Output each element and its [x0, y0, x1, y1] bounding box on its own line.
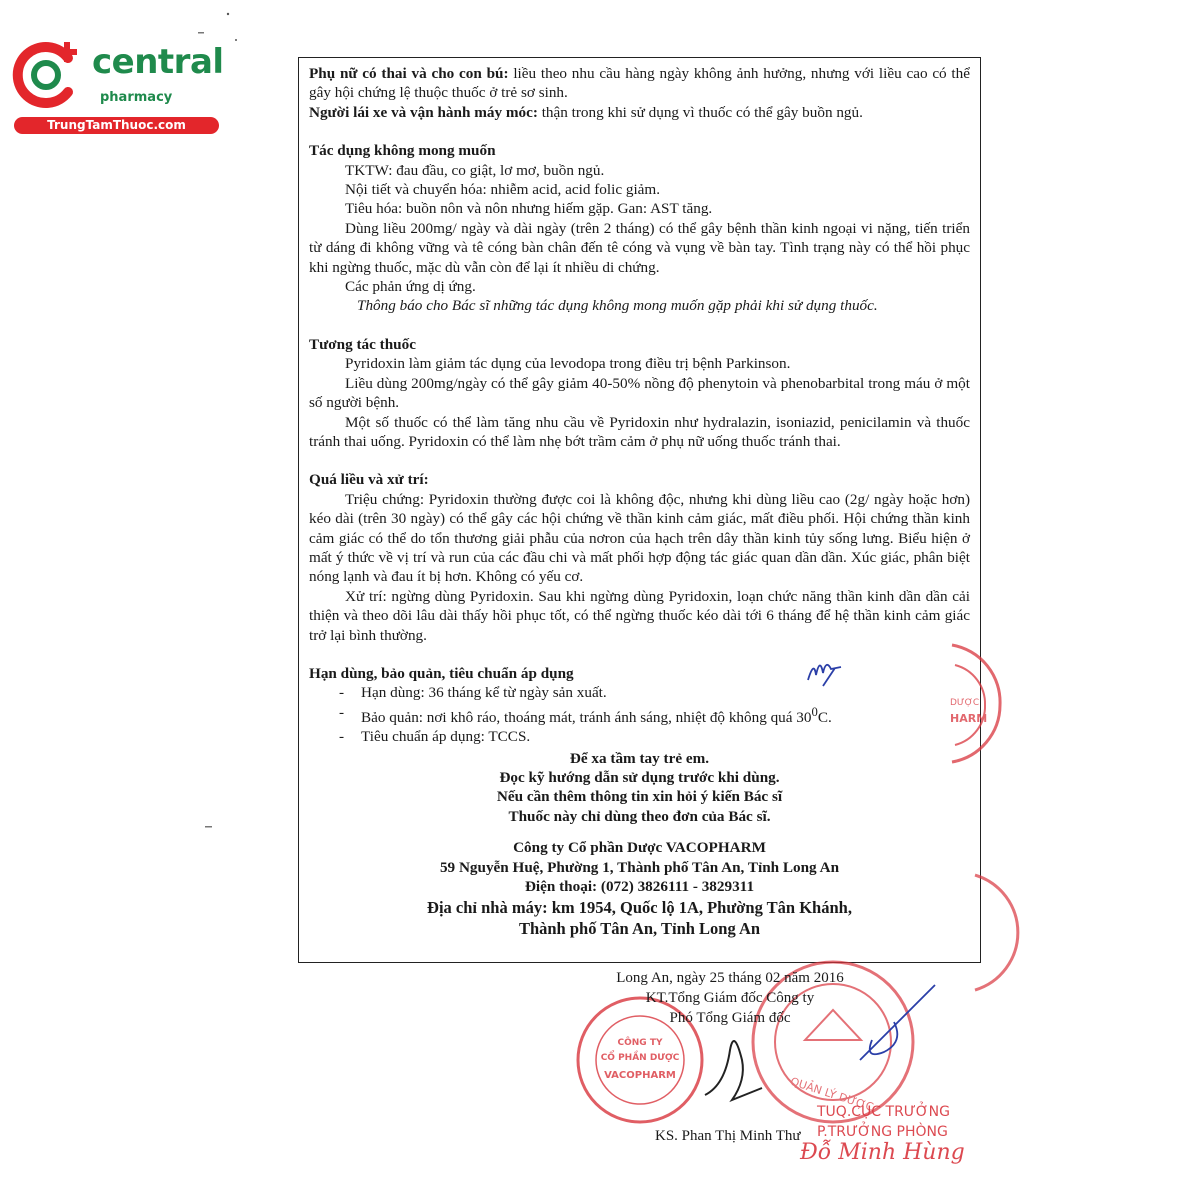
degree-sup: 0 — [811, 704, 818, 719]
overdose-heading: Quá liều và xử trí: — [309, 471, 429, 489]
adverse-heading: Tác dụng không mong muốn — [309, 142, 496, 160]
interaction-levodopa: Pyridoxin làm giảm tác dụng của levodopa trong điều trị bệnh Parkinson. — [345, 355, 791, 373]
director-signature — [705, 1041, 762, 1100]
signoff-title-1: KT.Tổng Giám đốc Công ty — [645, 990, 815, 1006]
svg-text:VACOPHARM: VACOPHARM — [604, 1070, 676, 1081]
interaction-phenytoin: Liều dùng 200mg/ngày có thể gây giảm 40-50% nồng độ phenytoin và phenobarbital trong máu ở một số người bệnh. — [309, 374, 970, 412]
warning-read: Đọc kỹ hướng dẫn sử dụng trước khi dùng. — [499, 769, 780, 787]
warning-prescription: Thuốc này chỉ dùng theo đơn của Bác sĩ. — [508, 807, 771, 825]
logo-wordmark: central — [92, 42, 224, 82]
company-name: Công ty Cổ phần Dược VACOPHARM — [513, 839, 766, 857]
company-address: 59 Nguyễn Huệ, Phường 1, Thành phố Tân An, Tỉnh Long An — [439, 858, 840, 876]
overdose-symptoms: Triệu chứng: Pyridoxin thường được coi là không độc, nhưng khi dùng liều cao (2g/ ngày hoặc hơn) kéo dài (trên 30 ngày) có thể gây các hội chứng về thần kinh cảm giác, mất điều phối. Hội chứng thần kinh cảm giác có thể do tổn thương giải phẫu của nơron của hạch trên dây thần kinh tủy sống lưng. Biểu hiện ở mất ý thức về vị trí và run của các đầu chi và mất phối hợp động tác giác quan dần dần. Xúc giác, phân biệt nóng lạnh và đau ít bị hơn. Không có yếu cơ. — [309, 490, 970, 586]
driving-text: thận trong khi sử dụng vì thuốc có thể gây buồn ngủ. — [537, 103, 863, 121]
adverse-cns: TKTW: đau đầu, co giật, lơ mơ, buồn ngủ. — [345, 161, 605, 179]
factory-address-1: Địa chỉ nhà máy: km 1954, Quốc lộ 1A, Phường Tân Khánh, — [427, 897, 852, 917]
pregnancy-label: Phụ nữ có thai và cho con bú: — [309, 65, 509, 82]
svg-text:CÔNG TY: CÔNG TY — [617, 1038, 663, 1048]
approval-stamp-text — [817, 1102, 950, 1142]
adverse-neuropathy: Dùng liều 200mg/ ngày và dài ngày (trên 2 tháng) có thể gây bệnh thần kinh ngoại vi nặng, tiến triển từ dáng đi không vững và tê cóng bàn chân đến tê cóng và vụng về bàn tay. Tình trạng này có thể hồi phục khi ngừng thuốc, mặc dù vẫn còn để lại ít nhiều di chứng. — [309, 219, 970, 276]
logo-c-cross-icon — [10, 38, 90, 110]
signoff-title-2: Phó Tổng Giám đốc — [669, 1010, 791, 1026]
interaction-heading: Tương tác thuốc — [309, 335, 416, 353]
adverse-digestive: Tiêu hóa: buồn nôn và nôn nhưng hiếm gặp. Gan: AST tăng. — [345, 200, 713, 218]
approval-stamp-line-1: TUQ.CỤC TRƯỞNG — [817, 1104, 950, 1120]
storage-conditions — [339, 703, 970, 727]
overdose-treatment: Xử trí: ngừng dùng Pyridoxin. Sau khi ngừng dùng Pyridoxin, loạn chức năng thần kinh dần dần cải thiện và theo dõi lâu dài thấy hồi phục tốt, có thể ngừng thuốc kéo dài tới 6 tháng để hệ thần kinh cảm giác trở lại bình thường. — [309, 587, 970, 644]
storage-shelf-life: - Hạn dùng: 36 tháng kể từ ngày sản xuất. — [339, 683, 970, 702]
approval-stamp-signature: Đỗ Minh Hùng — [800, 1140, 965, 1165]
signoff-block — [560, 968, 900, 1028]
logo-subtitle: pharmacy — [100, 90, 173, 105]
central-pharmacy-logo[interactable] — [10, 38, 224, 138]
warning-children: Để xa tầm tay trẻ em. — [569, 749, 710, 767]
driving-label: Người lái xe và vận hành máy móc: — [309, 103, 538, 121]
company-phone: Điện thoại: (072) 3826111 - 3829311 — [524, 878, 755, 896]
storage-conditions-text: Bảo quản: nơi khô ráo, thoáng mát, tránh ánh sáng, nhiệt độ không quá 30 — [361, 708, 812, 726]
svg-text:CỔ PHẦN DƯỢC: CỔ PHẦN DƯỢC — [600, 1053, 680, 1063]
signer-name: KS. Phan Thị Minh Thư — [655, 1128, 801, 1144]
pregnancy-paragraph — [309, 64, 970, 103]
storage-list — [309, 683, 970, 746]
svg-text:HARM: HARM — [950, 712, 988, 725]
right-edge-seal-fragment — [975, 875, 1018, 990]
approval-stamp-line-2: P.TRƯỞNG PHÒNG — [817, 1124, 948, 1140]
adverse-endocrine: Nội tiết và chuyển hóa: nhiễm acid, acid folic giảm. — [345, 181, 661, 199]
svg-text:QUẢN LÝ DƯỢC: QUẢN LÝ DƯỢC — [788, 1074, 875, 1114]
storage-heading: Hạn dùng, bảo quản, tiêu chuẩn áp dụng — [309, 664, 574, 682]
logo-site-badge: TrungTamThuoc.com — [14, 117, 219, 134]
driving-paragraph — [309, 103, 970, 122]
interaction-drugs: Một số thuốc có thể làm tăng nhu cầu về Pyridoxin như hydralazin, isoniazid, penicilamin và thuốc tránh thai uống. Pyridoxin có thể làm nhẹ bớt trầm cảm ở phụ nữ uống thuốc tránh thai. — [309, 413, 970, 450]
storage-conditions-unit: C. — [817, 708, 832, 726]
adverse-notice: Thông báo cho Bác sĩ những tác dụng không mong muốn gặp phải khi sử dụng thuốc. — [357, 297, 878, 315]
adverse-allergy: Các phản ứng dị ứng. — [345, 278, 476, 296]
factory-address-2: Thành phố Tân An, Tỉnh Long An — [518, 918, 761, 938]
signoff-date: Long An, ngày 25 tháng 02 năm 2016 — [616, 970, 844, 986]
storage-standard: - Tiêu chuẩn áp dụng: TCCS. — [339, 727, 970, 746]
svg-text:DƯỢC: DƯỢC — [950, 698, 980, 708]
pregnancy-text: liều theo nhu cầu hàng ngày không ảnh hưởng, nhưng với liều cao có thể gây hội chứng lệ thuộc thuốc ở trẻ sơ sinh. — [309, 65, 970, 102]
leaflet-text-box — [298, 57, 981, 963]
warning-doctor: Nếu cần thêm thông tin xin hỏi ý kiến Bác sĩ — [496, 788, 783, 806]
